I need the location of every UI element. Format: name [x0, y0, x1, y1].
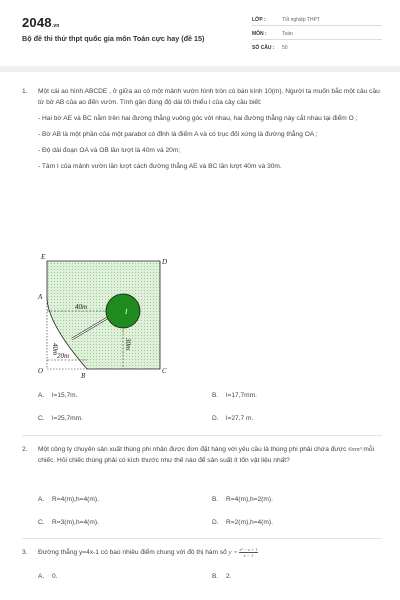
question-bullet-3: - Độ dài đoạn OA và OB lần lượt là 40m và 20m;	[38, 147, 181, 154]
label-C: C	[162, 367, 167, 375]
question-separator	[22, 435, 382, 436]
question-text: Đường thẳng y=4x-1 có bao nhiêu điểm chung với đồ thị hàm số y = $\frac{\text{x² − x + 1}}{x - 1}$	[38, 547, 258, 558]
meta-subject-value: Toán	[282, 31, 293, 37]
question-intro: Một cái ao hình ABCDE , ở giữa ao có một mảnh vườn hình tròn có bán kính 10(m). Người ta muốn bắc một câu cầu từ bờ AB của ao đến vườn. Tính gần đúng độ dài tối thiểu l của cây cầu biết:	[38, 88, 380, 106]
option-c[interactable]	[38, 415, 83, 422]
question-bullet-1: - Hai bờ AE và BC nằm trên hai đường thẳng vuông góc với nhau, hai đường thẳng này cắt nhau tại điểm O ;	[38, 115, 358, 122]
option-a[interactable]	[38, 496, 99, 503]
label-O: O	[38, 367, 44, 375]
option-label: D.	[212, 519, 219, 526]
volume-expression: 6πm³	[348, 446, 362, 453]
option-label: B.	[212, 573, 219, 580]
question-number: 1.	[22, 88, 28, 95]
pond-figure	[35, 253, 175, 383]
option-text: l=27,7 m.	[226, 415, 254, 422]
page-header	[0, 0, 400, 62]
meta-class-row	[252, 14, 382, 26]
question-3	[22, 547, 382, 558]
logo-suffix: .vn	[51, 23, 60, 29]
option-text: l=15,7m.	[52, 392, 78, 399]
option-d[interactable]	[212, 415, 253, 422]
question-bullet-2: - Bờ AB là một phần của một parabol có đỉnh là điểm A và có trục đối xứng là đường thẳng OA ;	[38, 131, 318, 138]
garden-circle	[106, 294, 140, 328]
question-bullet-4: - Tâm I của mảnh vườn lần lượt cách đường thẳng AE và BC lần lượt 40m và 30m.	[38, 163, 282, 170]
question-number: 3.	[22, 549, 28, 556]
option-text: R=4(m),h=4(m).	[52, 496, 99, 503]
header-divider	[0, 66, 400, 72]
question-2	[22, 444, 382, 466]
exam-title: Bộ đề thi thử thpt quốc gia môn Toán cực hay (đề 15)	[22, 34, 205, 43]
option-c[interactable]	[38, 519, 99, 526]
dim-30m: 30m	[124, 338, 132, 351]
fraction-numerator: x² − x + 1	[239, 547, 258, 552]
meta-subject-key: MÔN :	[252, 31, 267, 37]
option-label: A.	[38, 573, 45, 580]
option-label: D.	[212, 415, 219, 422]
meta-class-value: Tốt nghiệp THPT	[282, 17, 320, 23]
option-text: R=3(m),h=4(m).	[52, 519, 99, 526]
fraction-denominator: x − 1	[243, 553, 254, 558]
option-text: 2.	[226, 573, 232, 580]
dim-40m-vertical: 40m	[51, 343, 59, 356]
meta-count-value: 50	[282, 45, 288, 51]
option-label: C.	[38, 415, 45, 422]
function-expression: y = $\frac{\text{x² − x + 1}}{x - 1}$	[228, 547, 258, 558]
question-number: 2.	[22, 446, 28, 453]
option-text: R=4(m),h=2(m).	[226, 496, 273, 503]
label-A: A	[38, 293, 43, 301]
option-text: l=17,7mm.	[226, 392, 257, 399]
option-label: B.	[212, 496, 219, 503]
logo-text: 2048	[22, 15, 52, 30]
site-logo[interactable]	[22, 15, 60, 30]
label-I: I	[125, 308, 128, 316]
question-1	[22, 86, 382, 177]
option-label: A.	[38, 392, 45, 399]
question-text: Một công ty chuyên sản xuất thùng phi nhận được đơn đặt hàng với yêu cầu là thùng phi phải chứa được 6πm³ mỗi chiếc. Hỏi chiếc thùng phải có kích thước như thế nào để sản suất ít tốn vật liệu nhất?	[38, 446, 375, 464]
option-text: 0.	[52, 573, 58, 580]
meta-count-row	[252, 42, 382, 54]
dim-20m: 20m	[57, 352, 70, 360]
option-label: A.	[38, 496, 45, 503]
meta-class-key: LỚP :	[252, 17, 266, 23]
option-label: C.	[38, 519, 45, 526]
option-b[interactable]	[212, 392, 257, 399]
meta-subject-row	[252, 28, 382, 40]
option-label: B.	[212, 392, 219, 399]
option-b[interactable]	[212, 496, 273, 503]
label-D: D	[162, 258, 168, 266]
label-B: B	[81, 372, 86, 380]
option-a[interactable]	[38, 392, 77, 399]
option-text: l=25,7mm.	[52, 415, 83, 422]
label-E: E	[41, 253, 46, 261]
meta-count-key: SỐ CÂU :	[252, 45, 275, 51]
option-a[interactable]	[38, 573, 58, 580]
dim-40m-horizontal: 40m	[75, 303, 88, 311]
option-text: R=2(m),h=4(m).	[226, 519, 273, 526]
question-separator	[22, 538, 382, 539]
option-b[interactable]	[212, 573, 232, 580]
option-d[interactable]	[212, 519, 273, 526]
